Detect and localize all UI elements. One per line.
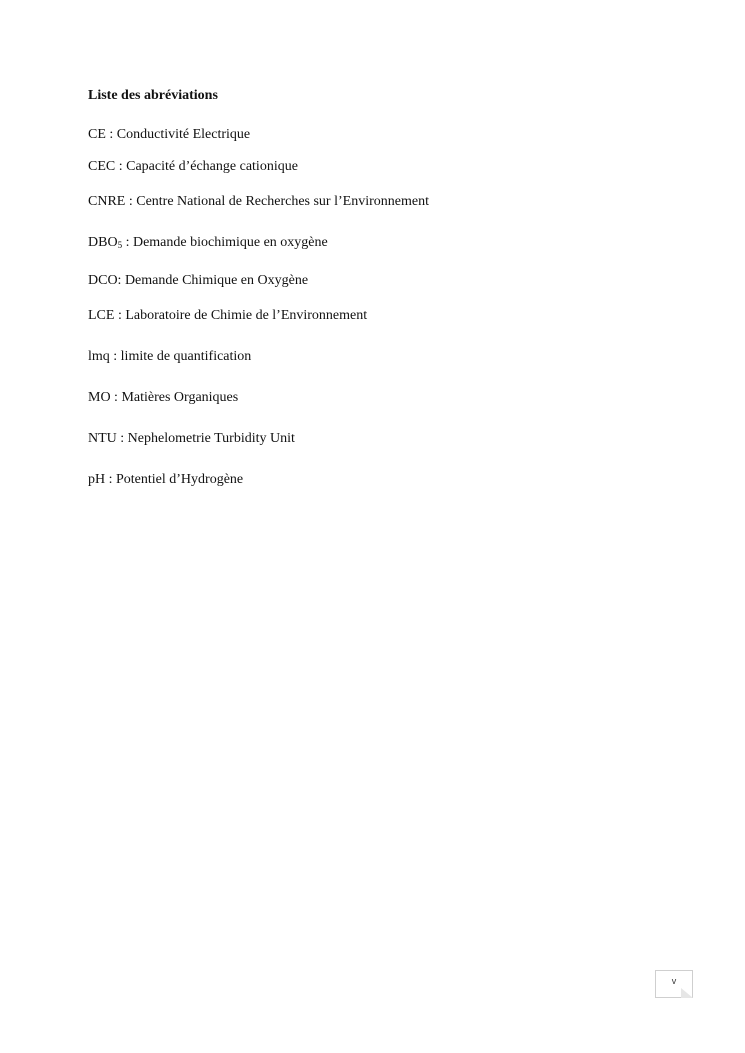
abbreviation-definition: : Demande biochimique en oxygène xyxy=(122,235,328,250)
abbreviation-entry: NTU : Nephelometrie Turbidity Unit xyxy=(88,431,295,446)
page-title: Liste des abréviations xyxy=(88,88,218,103)
abbreviation-entry: CNRE : Centre National de Recherches sur l’Environnement xyxy=(88,194,429,209)
abbreviation-entry: pH : Potentiel d’Hydrogène xyxy=(88,472,244,487)
page-number: v xyxy=(671,976,677,986)
abbreviation-entry: CE : Conductivité Electrique xyxy=(88,127,251,142)
abbreviation-entry: MO : Matières Organiques xyxy=(88,390,239,405)
abbreviation-entry: DCO: Demande Chimique en Oxygène xyxy=(88,273,309,288)
abbreviation-subscript: 5 xyxy=(117,240,123,250)
abbreviation-entry: CEC : Capacité d’échange cationique xyxy=(88,159,298,174)
abbreviation-entry: lmq : limite de quantification xyxy=(88,349,252,364)
abbreviation-prefix: DBO xyxy=(88,235,118,250)
page-number-box xyxy=(655,970,693,998)
abbreviation-entry: LCE : Laboratoire de Chimie de l’Environnement xyxy=(88,308,368,323)
abbreviation-entry xyxy=(88,235,328,251)
